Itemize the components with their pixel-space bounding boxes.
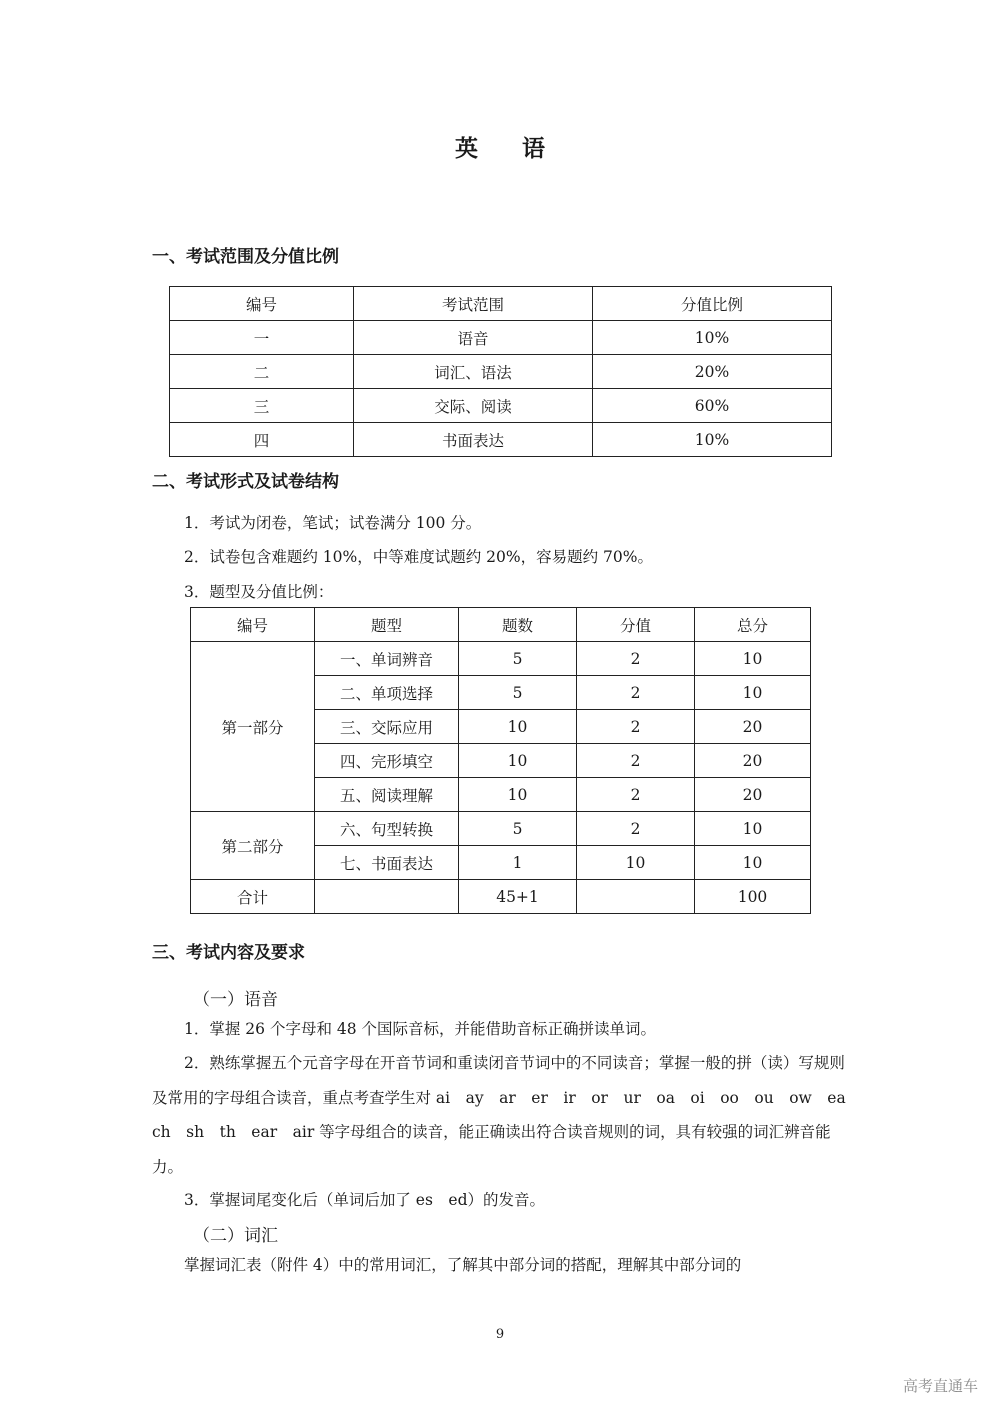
table-cell: 10% [593,423,832,457]
table-cell: 一、单词辨音 [315,642,459,676]
table-row [170,389,832,423]
table-cell: 45+1 [459,880,577,914]
table-cell: 2 [577,744,695,778]
table-cell: 2 [577,676,695,710]
header-cell: 题数 [459,608,577,642]
table-cell: 20 [695,744,811,778]
table-cell: 词汇、语法 [354,355,593,389]
table-cell: 2 [577,778,695,812]
table-cell: 5 [459,642,577,676]
table-cell: 10% [593,321,832,355]
table-row [170,321,832,355]
table-cell: 六、句型转换 [315,812,459,846]
paragraph: 2．试卷包含难题约 10%，中等难度试题约 20%，容易题约 70%。 [184,548,653,566]
table-cell: 20% [593,355,832,389]
table-cell: 合计 [191,880,315,914]
table-cell: 四 [170,423,354,457]
table-cell: 10 [459,744,577,778]
part-label: 第二部分 [191,812,315,880]
table-cell: 语音 [354,321,593,355]
paragraph: 3．题型及分值比例： [184,583,334,601]
table-cell [315,880,459,914]
header-cell: 总分 [695,608,811,642]
table-row [170,423,832,457]
paragraph: 1．掌握 26 个字母和 48 个国际音标，并能借助音标正确拼读单词。 [184,1020,657,1038]
table-cell: 100 [695,880,811,914]
header-cell: 分值比例 [593,287,832,321]
section1-heading: 一、考试范围及分值比例 [152,247,339,267]
paragraph: 2．熟练掌握五个元音字母在开音节词和重读闭音节词中的不同读音；掌握一般的拼（读）写规则及常用的字母组合读音，重点考查学生对 ai ay ar er ir or ur oa oi oo ou ow ea ch sh th ear air 等字母组合的读音，能正确读出符合读音规则的词，具有较强的词汇辨音能力。 [152,1054,862,1176]
table-cell: 10 [695,676,811,710]
paragraph: 1．考试为闭卷，笔试；试卷满分 100 分。 [184,514,482,532]
table-cell: 10 [577,846,695,880]
table-cell: 三 [170,389,354,423]
table-cell: 5 [459,812,577,846]
table-cell: 20 [695,778,811,812]
table-cell: 七、书面表达 [315,846,459,880]
page-title: 英 语 [454,136,563,162]
table-cell: 三、交际应用 [315,710,459,744]
watermark: 高考直通车 [902,1377,978,1395]
table-cell: 2 [577,642,695,676]
table-cell: 二 [170,355,354,389]
table-cell: 5 [459,676,577,710]
score-ratio-table [169,286,832,457]
subsection-phonetics-heading: （一）语音 [193,990,278,1010]
header-cell: 编号 [170,287,354,321]
table-total-row [191,880,811,914]
paragraph: 3．掌握词尾变化后（单词后加了 es ed）的发音。 [184,1191,546,1209]
section2-heading: 二、考试形式及试卷结构 [152,472,339,492]
header-cell: 题型 [315,608,459,642]
table-cell: 2 [577,710,695,744]
table-cell: 10 [459,778,577,812]
table-row [191,642,811,676]
table-cell: 二、单项选择 [315,676,459,710]
table-cell: 10 [695,846,811,880]
table-row [191,812,811,846]
page-number: 9 [495,1327,505,1342]
header-cell: 分值 [577,608,695,642]
table-cell: 60% [593,389,832,423]
table-cell: 10 [695,642,811,676]
table-header-row [191,608,811,642]
table-cell [577,880,695,914]
table-cell: 五、阅读理解 [315,778,459,812]
table-cell: 四、完形填空 [315,744,459,778]
header-cell: 编号 [191,608,315,642]
question-type-table [190,607,811,914]
table-cell: 交际、阅读 [354,389,593,423]
table-cell: 10 [459,710,577,744]
table-header-row [170,287,832,321]
subsection-vocabulary-heading: （二）词汇 [193,1226,278,1246]
table-cell: 1 [459,846,577,880]
header-cell: 考试范围 [354,287,593,321]
table-cell: 一 [170,321,354,355]
table-cell: 20 [695,710,811,744]
paragraph: 掌握词汇表（附件 4）中的常用词汇，了解其中部分词的搭配，理解其中部分词的 [184,1256,742,1274]
table-cell: 书面表达 [354,423,593,457]
table-row [170,355,832,389]
part-label: 第一部分 [191,642,315,812]
section3-heading: 三、考试内容及要求 [152,943,305,963]
table-cell: 10 [695,812,811,846]
table-cell: 2 [577,812,695,846]
